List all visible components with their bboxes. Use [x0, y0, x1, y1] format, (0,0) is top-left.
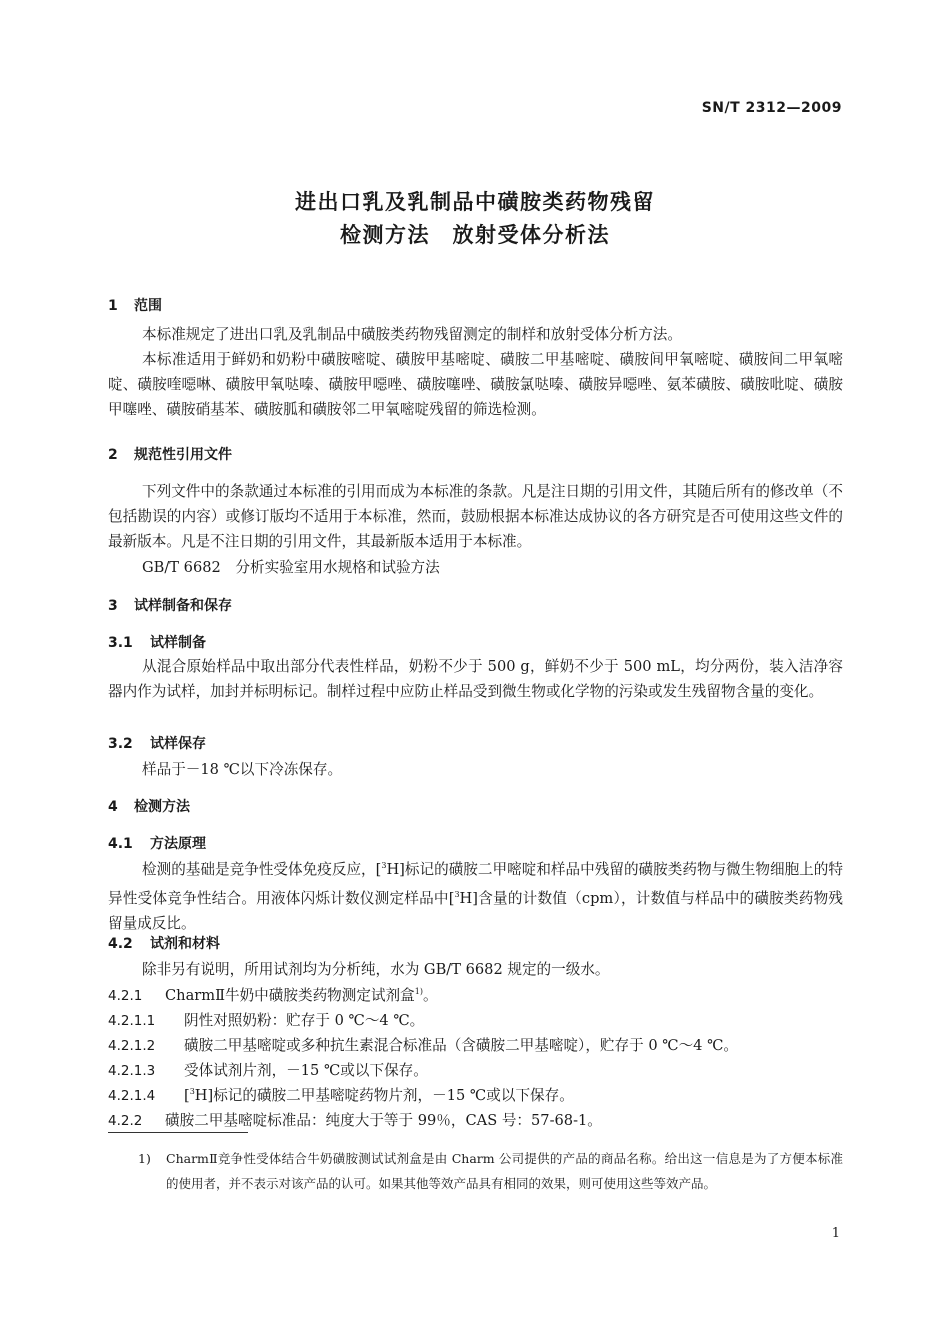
paragraph: 下列文件中的条款通过本标准的引用而成为本标准的条款。凡是注日期的引用文件，其随后所有的修改单（不包括勘误的内容）或修订版均不适用于本标准，然而，鼓励根据本标准达成协议的各方研究是否可使用这些文件的最新版本。凡是不注日期的引用文件，其最新版本适用于本标准。 — [108, 483, 843, 550]
footnote-mark: 1) — [138, 1151, 151, 1166]
footnote — [138, 1146, 843, 1196]
paragraph: 本标准适用于鲜奶和奶粉中磺胺嘧啶、磺胺甲基嘧啶、磺胺二甲基嘧啶、磺胺间甲氧嘧啶、磺胺间二甲氧嘧啶、磺胺喹噁啉、磺胺甲氧哒嗪、磺胺甲噁唑、磺胺噻唑、磺胺氯哒嗪、磺胺异噁唑、氨苯磺胺、磺胺吡啶、磺胺甲噻唑、磺胺硝基苯、磺胺胍和磺胺邻二甲氧嘧啶残留的筛选检测。 — [108, 351, 843, 418]
paragraph: 样品于－18 ℃以下冷冻保存。 — [142, 761, 343, 778]
section-number: 4.2 — [108, 936, 133, 952]
list-item: 4.2.1.4 [$^3$H]标记的磺胺二甲基嘧啶药物片剂，－15 ℃或以下保存。 — [108, 1087, 574, 1104]
section-1-heading — [108, 295, 162, 315]
section-number: 3 — [108, 598, 118, 614]
list-item: 4.2.1 CharmⅡ牛奶中磺胺类药物测定试剂盒$^{1)}$。 — [108, 987, 438, 1004]
document-title-line1: 进出口乳及乳制品中磺胺类药物残留 — [295, 190, 655, 214]
section-number: 3.2 — [108, 736, 133, 752]
section-3-2-heading — [108, 733, 206, 753]
section-title: 范围 — [134, 298, 162, 314]
section-number: 3.1 — [108, 635, 133, 651]
section-title: 试样保存 — [150, 736, 206, 752]
page-number: 1 — [831, 1226, 840, 1241]
section-title: 方法原理 — [150, 836, 206, 852]
section-4-heading — [108, 796, 190, 816]
section-title: 试样制备和保存 — [134, 598, 232, 614]
standard-code: SN/T 2312—2009 — [701, 100, 842, 116]
list-item: 4.2.1.3 受体试剂片剂，－15 ℃或以下保存。 — [108, 1062, 428, 1079]
section-number: 4.1 — [108, 836, 133, 852]
list-item: 4.2.2 磺胺二甲基嘧啶标准品：纯度大于等于 99％，CAS 号：57-68-1。 — [108, 1112, 602, 1129]
section-title: 试样制备 — [150, 635, 206, 651]
section-title: 试剂和材料 — [150, 936, 220, 952]
section-number: 4 — [108, 799, 118, 815]
section-3-1-heading — [108, 632, 206, 652]
paragraph: 除非另有说明，所用试剂均为分析纯，水为 GB/T 6682 规定的一级水。 — [142, 961, 610, 978]
section-4-2-heading — [108, 933, 220, 953]
section-3-heading — [108, 595, 232, 615]
section-title: 规范性引用文件 — [134, 447, 232, 463]
section-number: 1 — [108, 298, 118, 314]
paragraph: 从混合原始样品中取出部分代表性样品，奶粉不少于 500 g，鲜奶不少于 500 mL，均分两份，装入洁净容器内作为试样，加封并标明标记。制样过程中应防止样品受到微生物或化学物的污染或发生残留物含量的变化。 — [108, 658, 843, 700]
section-2-heading — [108, 444, 232, 464]
footnote-divider — [108, 1132, 248, 1133]
list-item: 4.2.1.2 磺胺二甲基嘧啶或多种抗生素混合标准品（含磺胺二甲基嘧啶），贮存于 0 ℃～4 ℃。 — [108, 1037, 739, 1054]
section-title: 检测方法 — [134, 799, 190, 815]
footnote-text: CharmⅡ竞争性受体结合牛奶磺胺测试试剂盒是由 Charm 公司提供的产品的商品名称。给出这一信息是为了方便本标准的使用者，并不表示对该产品的认可。如果其他等效产品具有相同的效果，则可使用这些等效产品。 — [166, 1151, 843, 1191]
normative-reference: GB/T 6682 分析实验室用水规格和试验方法 — [142, 559, 440, 576]
section-number: 2 — [108, 447, 118, 463]
section-4-1-heading — [108, 833, 206, 853]
paragraph: 本标准规定了进出口乳及乳制品中磺胺类药物残留测定的制样和放射受体分析方法。 — [142, 326, 682, 343]
document-title-line2: 检测方法 放射受体分析法 — [340, 223, 610, 247]
list-item: 4.2.1.1 阴性对照奶粉：贮存于 0 ℃～4 ℃。 — [108, 1012, 425, 1029]
paragraph: 检测的基础是竞争性受体免疫反应，[$^3$H]标记的磺胺二甲嘧啶和样品中残留的磺胺类药物与微生物细胞上的特异性受体竞争性结合。用液体闪烁计数仪测定样品中[$^3$H]含量的计数值（cpm），计数值与样品中的磺胺类药物残留量成反比。 — [108, 861, 843, 932]
